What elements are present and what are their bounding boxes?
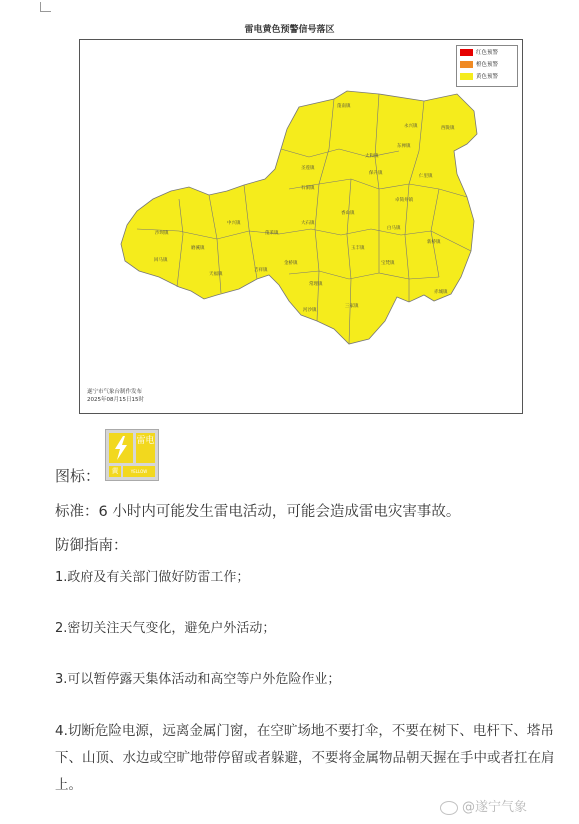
legend-swatch-red: [460, 49, 473, 56]
guide-item-2: 2.密切关注天气变化，避免户外活动；: [55, 621, 276, 636]
lightning-bolt-icon: [109, 433, 133, 463]
watermark: [440, 796, 527, 815]
svg-text:宝梵镇: 宝梵镇: [381, 261, 395, 266]
svg-text:石洞镇: 石洞镇: [301, 186, 315, 191]
defense-guide-title: 防御指南：: [55, 538, 128, 554]
icon-label: 图标：: [55, 467, 101, 485]
svg-text:东禅镇: 东禅镇: [397, 144, 411, 149]
warn-icon-text: 雷电: [136, 433, 155, 463]
legend-row-red: [457, 46, 517, 58]
legend-row-orange: [457, 58, 517, 70]
legend-swatch-orange: [460, 61, 473, 68]
legend-label-orange: 橙色预警: [476, 62, 499, 68]
svg-text:常理镇: 常理镇: [309, 282, 323, 287]
warn-icon-level: 黄: [109, 466, 121, 477]
map-publisher: [87, 388, 144, 404]
svg-text:圣莲镇: 圣莲镇: [301, 166, 315, 171]
guide-item-3: 3.可以暂停露天集体活动和高空等户外危险作业；: [55, 672, 341, 687]
guide-item-4: 4.切断危险电源，远离金属门窗，在空旷场地不要打伞，不要在树下、电杆下、塔吊下、山顶、水边或空旷地带停留或者躲避，不要将金属物品朝天握在手中或者扛在肩上。: [55, 723, 555, 793]
legend-label-red: 红色预警: [476, 50, 499, 56]
warning-map: [79, 39, 521, 412]
corner-mark: [40, 2, 51, 12]
svg-text:中兴镇: 中兴镇: [227, 221, 241, 226]
svg-text:新桥镇: 新桥镇: [427, 240, 441, 245]
svg-text:吉祥镇: 吉祥镇: [254, 268, 268, 273]
issue-time: 2025年08月15日15时: [87, 397, 144, 403]
svg-text:蓬莱镇: 蓬莱镇: [265, 231, 279, 236]
svg-text:玉丰镇: 玉丰镇: [351, 246, 365, 251]
svg-text:永兴镇: 永兴镇: [404, 124, 418, 129]
legend-row-yellow: [457, 70, 517, 82]
svg-text:天福镇: 天福镇: [209, 272, 223, 277]
svg-text:卓筒井镇: 卓筒井镇: [395, 198, 413, 203]
map-legend: [456, 45, 518, 87]
svg-text:沙坝镇: 沙坝镇: [155, 231, 169, 236]
warn-icon-level-en: YELLOW: [123, 466, 155, 477]
lightning-warning-icon: [105, 429, 159, 481]
legend-swatch-yellow: [460, 73, 473, 80]
watermark-text: @遂宁气象: [462, 800, 528, 815]
svg-text:太和镇: 太和镇: [365, 154, 379, 159]
svg-text:回马镇: 回马镇: [154, 258, 168, 263]
svg-text:西陇镇: 西陇镇: [441, 126, 455, 131]
publisher-name: 遂宁市气象台制作发布: [87, 389, 143, 395]
guide-item-1: 1.政府及有关部门做好防雷工作；: [55, 570, 250, 585]
svg-text:香山镇: 香山镇: [341, 211, 355, 216]
svg-text:蓬南镇: 蓬南镇: [337, 104, 351, 109]
svg-text:保升镇: 保升镇: [369, 171, 383, 176]
svg-text:三家镇: 三家镇: [345, 304, 359, 309]
svg-text:磨溪镇: 磨溪镇: [191, 246, 205, 251]
map-title: 雷电黄色预警信号落区: [244, 25, 335, 35]
svg-text:白马镇: 白马镇: [387, 226, 401, 231]
warning-area: [121, 91, 477, 344]
svg-text:仁里镇: 仁里镇: [419, 174, 433, 179]
svg-text:赤城镇: 赤城镇: [434, 290, 448, 295]
legend-label-yellow: 黄色预警: [476, 74, 499, 80]
svg-text:大石镇: 大石镇: [301, 221, 315, 226]
weibo-logo-icon: [440, 801, 458, 815]
warning-standard: 标准：6 小时内可能发生雷电活动，可能会造成雷电灾害事故。: [55, 504, 461, 520]
svg-text:河沙镇: 河沙镇: [303, 308, 317, 313]
svg-text:金桥镇: 金桥镇: [284, 261, 298, 266]
